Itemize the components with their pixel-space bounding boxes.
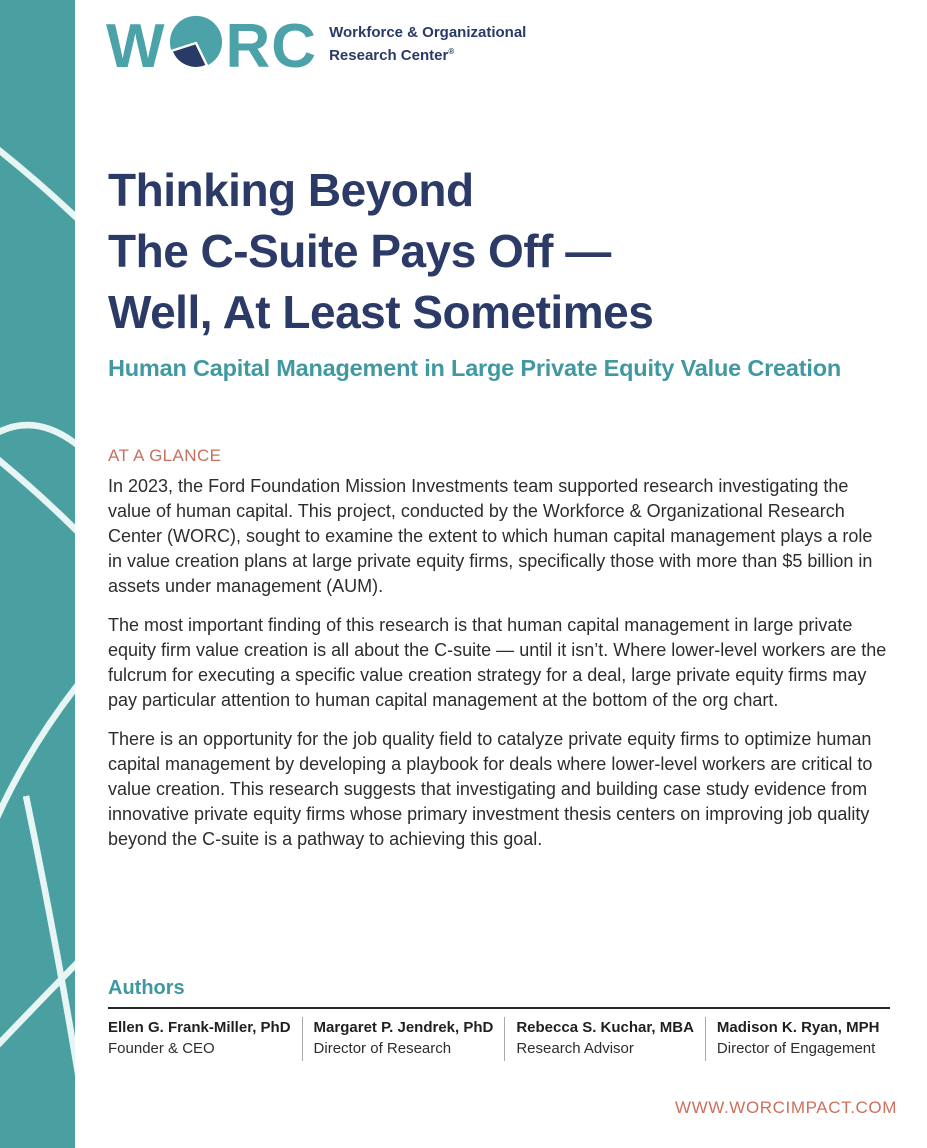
logo-tagline-line1: Workforce & Organizational (329, 24, 527, 41)
author-item (108, 1017, 302, 1061)
paragraph-1: In 2023, the Ford Foundation Mission Investments team supported research investigating the value of human capital. This project, conducted by the Workforce & Organizational Research Center (WORC), sought to examine the extent to which human capital management plays a role in value creation plans at large private equity firms, specifically those with more than $5 billion in assets under management (AUM). (108, 476, 873, 596)
left-accent-sidebar (0, 0, 75, 1148)
registered-trademark-symbol: ® (448, 47, 455, 56)
title-line-2: The C-Suite Pays Off — (108, 225, 611, 277)
author-name: Margaret P. Jendrek, PhD (313, 1019, 494, 1036)
author-title: Research Advisor (516, 1040, 634, 1057)
author-item (302, 1017, 505, 1061)
worc-wordmark (106, 11, 318, 81)
worc-logo (106, 11, 527, 81)
author-name: Ellen G. Frank-Miller, PhD (108, 1019, 291, 1036)
page-title (108, 160, 653, 343)
author-item (504, 1017, 705, 1061)
author-title: Director of Research (313, 1040, 452, 1057)
logo-tagline-line2: Research Center® (329, 47, 455, 64)
authors-heading: Authors (108, 977, 185, 999)
website-url: WWW.WORCIMPACT.COM (674, 1098, 897, 1117)
sidebar-arc-decoration (0, 0, 75, 1148)
wordmark-letters-rc: RC (225, 11, 318, 81)
worc-pie-chart-o-icon (168, 14, 224, 79)
author-title: Director of Engagement (716, 1040, 876, 1057)
title-line-1: Thinking Beyond (108, 164, 474, 216)
paragraph-2: The most important finding of this research is that human capital management in large private equity firm value creation is all about the C-suite — until it isn’t. Where lower-level workers are the fulcrum for executing a specific value creation strategy for a deal, large private equity firms may pay particular attention to human capital management at the bottom of the org chart. (108, 615, 887, 710)
author-title: Founder & CEO (108, 1040, 215, 1057)
title-line-3: Well, At Least Sometimes (108, 286, 654, 338)
authors-divider-rule (108, 1007, 890, 1009)
author-name: Rebecca S. Kuchar, MBA (516, 1019, 694, 1036)
page-subtitle: Human Capital Management in Large Private Equity Value Creation (108, 355, 842, 381)
logo-tagline (329, 23, 526, 65)
at-a-glance-label: AT A GLANCE (108, 446, 222, 465)
author-item (705, 1017, 891, 1061)
wordmark-letter-w: W (106, 11, 166, 81)
paragraph-3: There is an opportunity for the job quality field to catalyze private equity firms to optimize human capital management by developing a playbook for deals where lower-level workers are critical to value creation. This research suggests that investigating and building case study evidence from innovative private equity firms whose primary investment thesis centers on improving job quality beyond the C-suite is a pathway to achieving this goal. (108, 729, 873, 849)
author-name: Madison K. Ryan, MPH (716, 1019, 880, 1036)
authors-list (108, 1017, 890, 1061)
at-a-glance-body (108, 474, 890, 866)
